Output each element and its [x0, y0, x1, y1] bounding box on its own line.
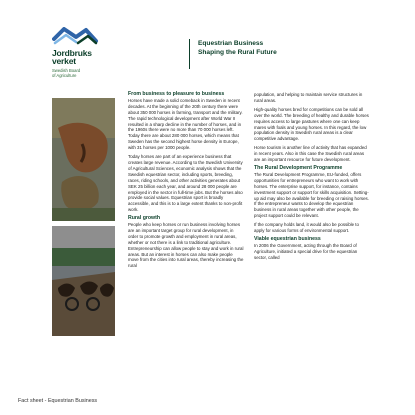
- footer: [0, 372, 415, 415]
- paragraph: In 2006 the Government, acting through the Board of Agriculture, initiated a special drive for the equestrian sector, called: [254, 242, 358, 260]
- section-heading-viable-equestrian-business: Viable equestrian business: [254, 235, 321, 242]
- text-column-2: [254, 92, 370, 264]
- paragraph: population, and helping to maintain service structures in rural areas.: [254, 92, 363, 103]
- footer-label: Fact sheet - Equestrian Business: [18, 398, 98, 404]
- horses-grazing-photo: [52, 98, 115, 221]
- paragraph: High-quality horses bred for competitions can be sold all over the world. The breeding of healthy and durable horses requires access to large pastures where one can keep mares with foals and young horses. In this regard, the low population density in Swedish rural areas is a clear competitive advantage.: [254, 106, 369, 142]
- brand-subtitle: Swedish Board of Agriculture: [52, 68, 81, 78]
- title-line-1: Equestrian Business: [198, 40, 264, 47]
- title-line-2: Shaping the Rural Future: [198, 49, 277, 56]
- paragraph: People who keep horses or run business involving horses are an important target group for rural development, in order to promote growth and employment in rural areas, whether or not there is a link to traditional agriculture. Entrepreneurship can allow people to stay and work in rural areas. But an interest in horses can also make people move from the cities into rural areas, thereby increasing the rural: [128, 222, 244, 269]
- paragraph: If the company holds land, it would also be possible to apply for various forms of environmental support.: [254, 222, 359, 234]
- title-block: [189, 39, 388, 69]
- section-heading-rural-growth: Rural growth: [128, 215, 160, 222]
- paragraph: Horses have made a solid comeback in Sweden in recent decades. At the beginning of the 20th century there were about 350 000 horses in farming, transport and the military. The rapid technological development after World War II resulted in a sharp decline in the number of horses, and in the 1960s there were no more than 70 000 horses left. Today there are about 280 000 horses, which means that Sweden has the second highest horse density in Europe, with 31 horses per 1000 people.: [128, 97, 243, 151]
- paragraph: Horse tourism is another line of activity that has expanded in recent years. Also in this case the Swedish rural areas are an important resource for future development.: [254, 145, 367, 163]
- brand-name: Jordbruks verket: [52, 48, 92, 66]
- text-column-1: [128, 92, 244, 272]
- paragraph: Today horses are part of an experience business that creates large revenue. According to the Swedish University of Agricultural Sciences, economic analysis shows that the Swedish equestrian sector, including sports, breeding, races, riding schools, and other activities generates about SEK 25 billion each year, and around 28 000 people are employed in the sector in full-time jobs. But the horses also provide social values. Equestrian sport is broadly accessible, and this is to a large extent thanks to non-profit work.: [128, 154, 243, 213]
- section-heading-business-to-pleasure: From business to pleasure to business: [128, 91, 225, 97]
- paragraph: The Rural Development Programme, EU-funded, offers opportunities for entrepreneurs who want to work with horses. The enterprise support, for instance, contains investment support or support for skills acquisition. Setting-up aid may also be available for breeding or raising horses. If the entrepreneur wants to develop the equestrian business in rural areas together with other people, the project support could be relevant.: [254, 171, 369, 219]
- section-heading-rural-development-programme: The Rural Development Programme: [254, 164, 343, 171]
- photo-column: [52, 98, 115, 336]
- harness-racing-photo: [52, 226, 115, 336]
